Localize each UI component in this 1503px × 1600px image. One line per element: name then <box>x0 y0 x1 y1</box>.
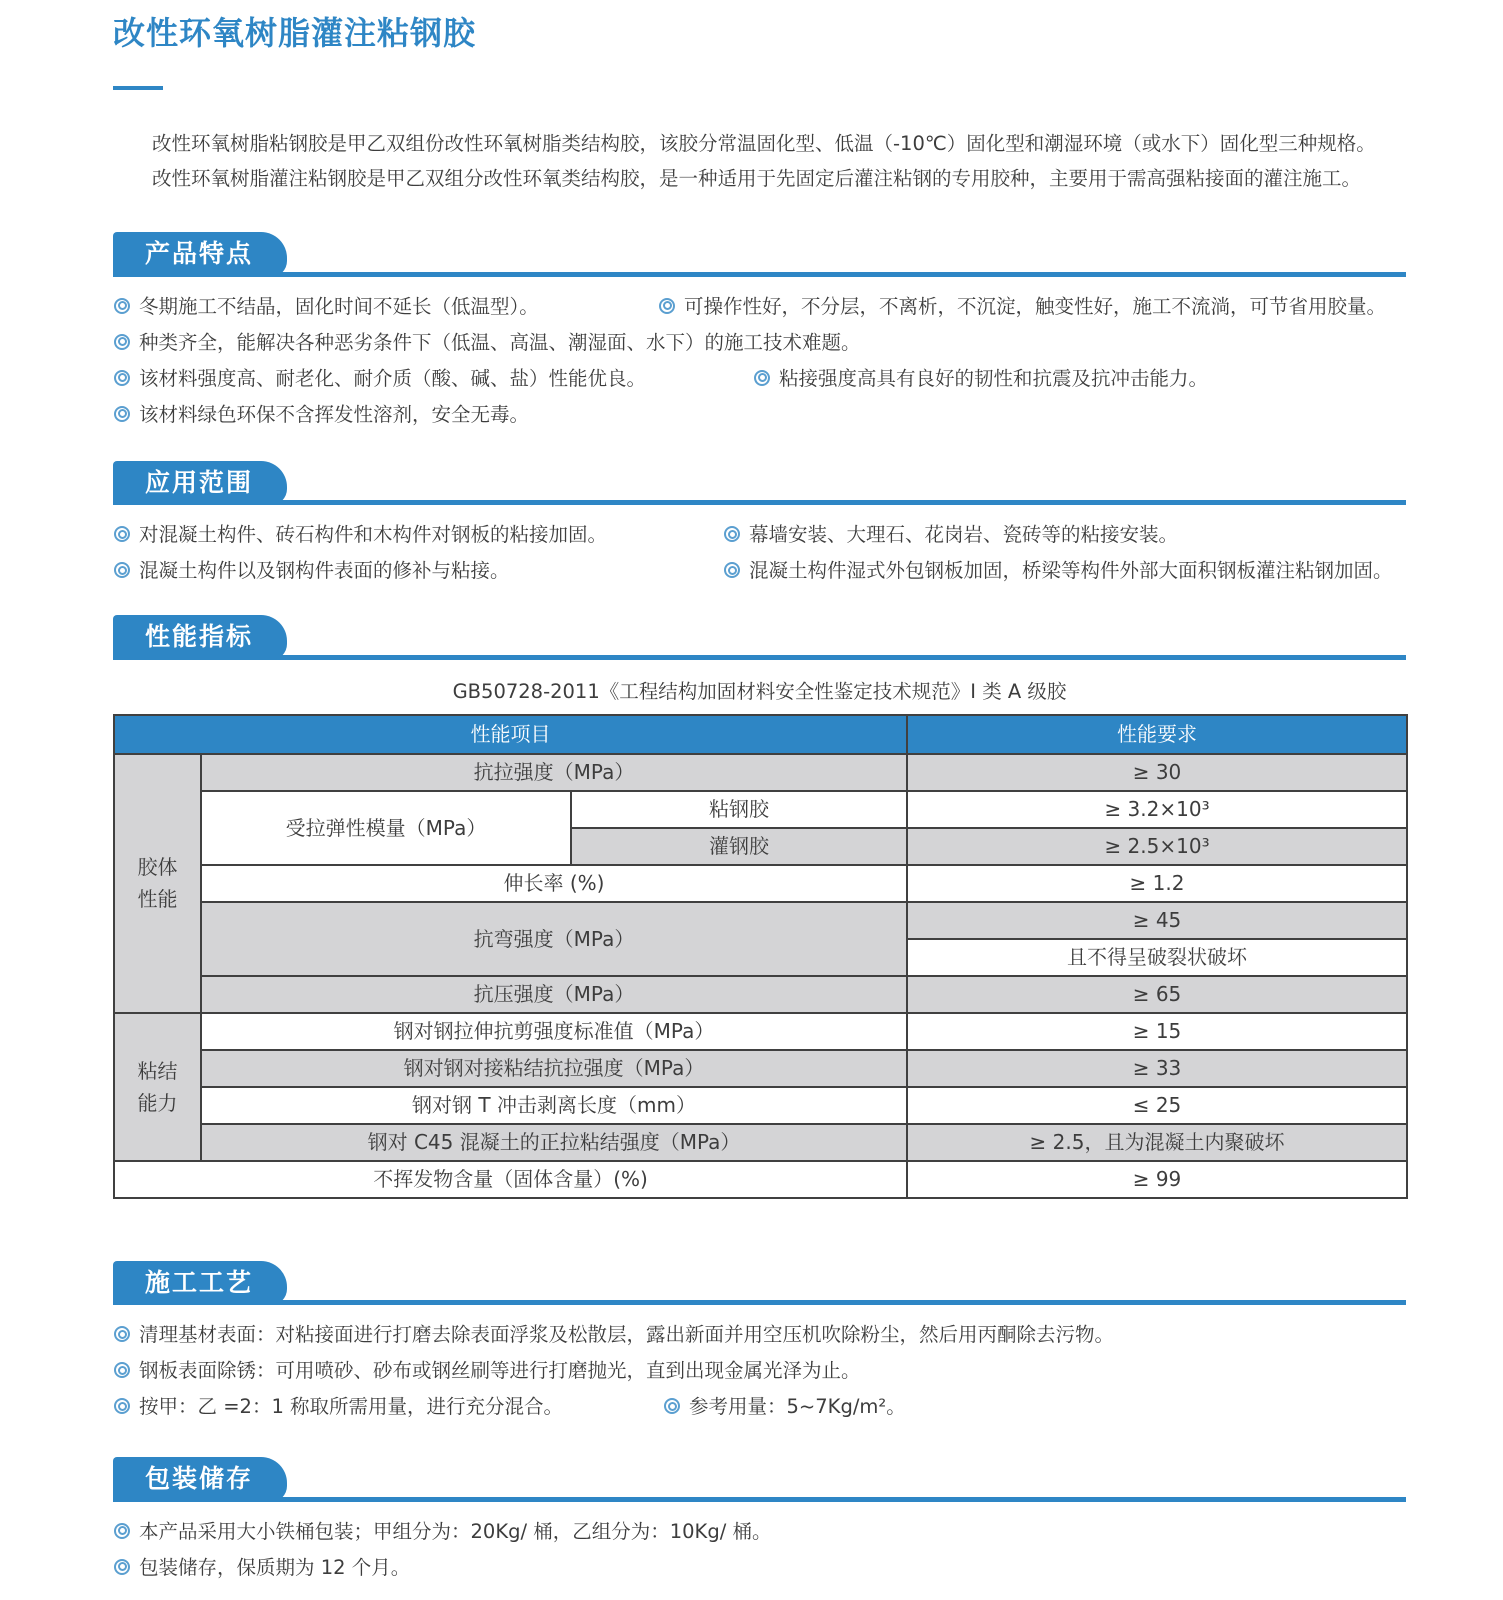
intro-line: 改性环氧树脂粘钢胶是甲乙双组份改性环氧树脂类结构胶，该胶分常温固化型、低温（-10℃）固化型和潮湿环境（或水下）固化型三种规格。 <box>152 132 1376 156</box>
list-row <box>113 553 1406 589</box>
requirement-cell: 且不得呈破裂状破坏 <box>907 939 1407 976</box>
bullet-icon <box>114 406 130 422</box>
requirement-cell: ≥ 2.5×10³ <box>907 828 1407 865</box>
section-rule <box>113 1497 1406 1502</box>
bullet-icon <box>114 1523 130 1539</box>
list-row <box>113 361 1406 397</box>
property-cell: 钢对钢拉伸抗剪强度标准值（MPa） <box>201 1013 907 1050</box>
list-row <box>113 1550 1406 1586</box>
table-row <box>114 1013 1407 1050</box>
property-cell: 受拉弹性模量（MPa） <box>201 791 571 865</box>
bullet-icon <box>724 562 740 578</box>
list-item-text: 本产品采用大小铁桶包装；甲组分为：20Kg/ 桶，乙组分为：10Kg/ 桶。 <box>139 1519 772 1543</box>
section-rule <box>113 1300 1406 1305</box>
list-item-text: 种类齐全，能解决各种恶劣条件下（低温、高温、潮湿面、水下）的施工技术难题。 <box>139 330 861 354</box>
bullet-icon <box>114 334 130 350</box>
list-item-text: 按甲：乙 =2：1 称取所需用量，进行充分混合。 <box>139 1395 564 1419</box>
section-rule <box>113 272 1406 277</box>
property-cell: 不挥发物含量（固体含量）(%) <box>114 1161 907 1198</box>
bullet-icon <box>114 526 130 542</box>
group-label: 粘结能力 <box>137 1058 178 1115</box>
page-title: 改性环氧树脂灌注粘钢胶 <box>113 14 477 52</box>
requirement-cell: ≥ 1.2 <box>907 865 1407 902</box>
list-item-text: 幕墙安装、大理石、花岗岩、瓷砖等的粘接安装。 <box>749 523 1179 547</box>
section-header <box>113 615 1406 660</box>
section-header <box>113 461 1406 506</box>
list-item-text: 可操作性好，不分层，不离析，不沉淀，触变性好，施工不流淌，可节省用胶量。 <box>684 294 1387 318</box>
list-item <box>113 1514 772 1550</box>
bullet-icon <box>114 1559 130 1575</box>
bullet-icon <box>659 298 675 314</box>
list-row <box>113 397 1406 433</box>
bullet-icon <box>664 1398 680 1414</box>
table-header-project: 性能项目 <box>114 715 907 754</box>
table-header-row <box>114 715 1407 754</box>
list-item <box>753 361 1208 397</box>
section-badge-features: 产品特点 <box>113 232 287 277</box>
table-row <box>114 976 1407 1013</box>
table-row <box>114 754 1407 791</box>
requirement-cell: ≥ 99 <box>907 1161 1407 1198</box>
list-item <box>113 517 723 553</box>
group-cell-bond <box>114 1013 201 1161</box>
list-item <box>723 517 1178 553</box>
section-header <box>113 232 1406 277</box>
table-row <box>114 1050 1407 1087</box>
subitem-cell: 粘钢胶 <box>571 791 907 828</box>
property-cell: 抗弯强度（MPa） <box>201 902 907 976</box>
list-item <box>663 1389 906 1425</box>
list-item-text: 参考用量：5~7Kg/m²。 <box>689 1395 906 1419</box>
section-packaging <box>113 1457 1406 1586</box>
table-row <box>114 1124 1407 1161</box>
requirement-cell: ≥ 30 <box>907 754 1407 791</box>
list-item <box>113 325 861 361</box>
list-item <box>113 397 529 433</box>
subitem-cell: 灌钢胶 <box>571 828 907 865</box>
section-header <box>113 1457 1406 1502</box>
list-item <box>113 1353 861 1389</box>
list-item-text: 包装储存，保质期为 12 个月。 <box>139 1555 411 1579</box>
section-badge-construction: 施工工艺 <box>113 1261 287 1306</box>
requirement-cell: ≥ 3.2×10³ <box>907 791 1407 828</box>
list-item-text: 冬期施工不结晶，固化时间不延长（低温型）。 <box>139 294 539 318</box>
list-item <box>113 1317 1114 1353</box>
construction-list <box>113 1317 1406 1425</box>
applications-list <box>113 517 1406 589</box>
list-row <box>113 1317 1406 1353</box>
list-item <box>113 553 723 589</box>
section-performance <box>113 615 1406 1199</box>
list-item <box>723 553 1393 589</box>
table-caption: GB50728-2011《工程结构加固材料安全性鉴定技术规范》I 类 A 级胶 <box>452 679 1067 703</box>
property-cell: 抗压强度（MPa） <box>201 976 907 1013</box>
list-item-text: 该材料强度高、耐老化、耐介质（酸、碱、盐）性能优良。 <box>139 366 647 390</box>
bullet-icon <box>114 1326 130 1342</box>
list-row <box>113 1514 1406 1550</box>
list-item <box>113 1550 410 1586</box>
list-item-text: 混凝土构件湿式外包钢板加固，桥梁等构件外部大面积钢板灌注粘钢加固。 <box>749 559 1393 583</box>
section-badge-packaging: 包装储存 <box>113 1457 287 1502</box>
property-cell: 钢对 C45 混凝土的正拉粘结强度（MPa） <box>201 1124 907 1161</box>
list-row <box>113 325 1406 361</box>
list-item <box>113 1389 663 1425</box>
bullet-icon <box>114 1362 130 1378</box>
section-rule <box>113 500 1406 505</box>
list-item <box>658 289 1386 325</box>
intro-paragraph <box>113 126 1406 196</box>
intro-line: 改性环氧树脂灌注粘钢胶是甲乙双组分改性环氧类结构胶，是一种适用于先固定后灌注粘钢的专用胶种，主要用于需高强粘接面的灌注施工。 <box>152 167 1362 191</box>
table-header-requirement: 性能要求 <box>907 715 1407 754</box>
table-row <box>114 791 1407 828</box>
list-item-text: 清理基材表面：对粘接面进行打磨去除表面浮浆及松散层，露出新面并用空压机吹除粉尘，然后用丙酮除去污物。 <box>139 1323 1115 1347</box>
list-item <box>113 361 753 397</box>
requirement-cell: ≥ 2.5，且为混凝土内聚破坏 <box>907 1124 1407 1161</box>
packaging-list <box>113 1514 1406 1586</box>
bullet-icon <box>114 370 130 386</box>
section-applications <box>113 461 1406 590</box>
section-rule <box>113 655 1406 660</box>
requirement-cell: ≥ 33 <box>907 1050 1407 1087</box>
group-cell-body <box>114 754 201 1013</box>
table-row <box>114 1087 1407 1124</box>
section-badge-performance: 性能指标 <box>113 615 287 660</box>
section-header <box>113 1261 1406 1306</box>
section-features <box>113 232 1406 433</box>
table-row <box>114 865 1407 902</box>
list-item-text: 该材料绿色环保不含挥发性溶剂，安全无毒。 <box>139 402 530 426</box>
property-cell: 钢对钢对接粘结抗拉强度（MPa） <box>201 1050 907 1087</box>
table-row <box>114 1161 1407 1198</box>
list-item-text: 钢板表面除锈：可用喷砂、砂布或钢丝刷等进行打磨抛光，直到出现金属光泽为止。 <box>139 1359 861 1383</box>
title-underline <box>113 86 163 90</box>
list-row <box>113 517 1406 553</box>
list-item <box>113 289 658 325</box>
bullet-icon <box>754 370 770 386</box>
property-cell: 钢对钢 T 冲击剥离长度（mm） <box>201 1087 907 1124</box>
property-cell: 抗拉强度（MPa） <box>201 754 907 791</box>
list-item-text: 混凝土构件以及钢构件表面的修补与粘接。 <box>139 559 510 583</box>
group-label: 胶体性能 <box>137 855 178 912</box>
bullet-icon <box>114 1398 130 1414</box>
section-construction <box>113 1261 1406 1426</box>
bullet-icon <box>114 562 130 578</box>
requirement-cell: ≥ 45 <box>907 902 1407 939</box>
list-row <box>113 289 1406 325</box>
property-cell: 伸长率 (%) <box>201 865 907 902</box>
section-badge-applications: 应用范围 <box>113 461 287 506</box>
list-row <box>113 1353 1406 1389</box>
table-row <box>114 902 1407 939</box>
list-item-text: 对混凝土构件、砖石构件和木构件对钢板的粘接加固。 <box>139 523 608 547</box>
requirement-cell: ≥ 15 <box>907 1013 1407 1050</box>
performance-table <box>113 714 1408 1199</box>
requirement-cell: ≤ 25 <box>907 1087 1407 1124</box>
requirement-cell: ≥ 65 <box>907 976 1407 1013</box>
bullet-icon <box>114 298 130 314</box>
list-row <box>113 1389 1406 1425</box>
features-list <box>113 289 1406 433</box>
bullet-icon <box>724 526 740 542</box>
list-item-text: 粘接强度高具有良好的韧性和抗震及抗冲击能力。 <box>779 366 1209 390</box>
